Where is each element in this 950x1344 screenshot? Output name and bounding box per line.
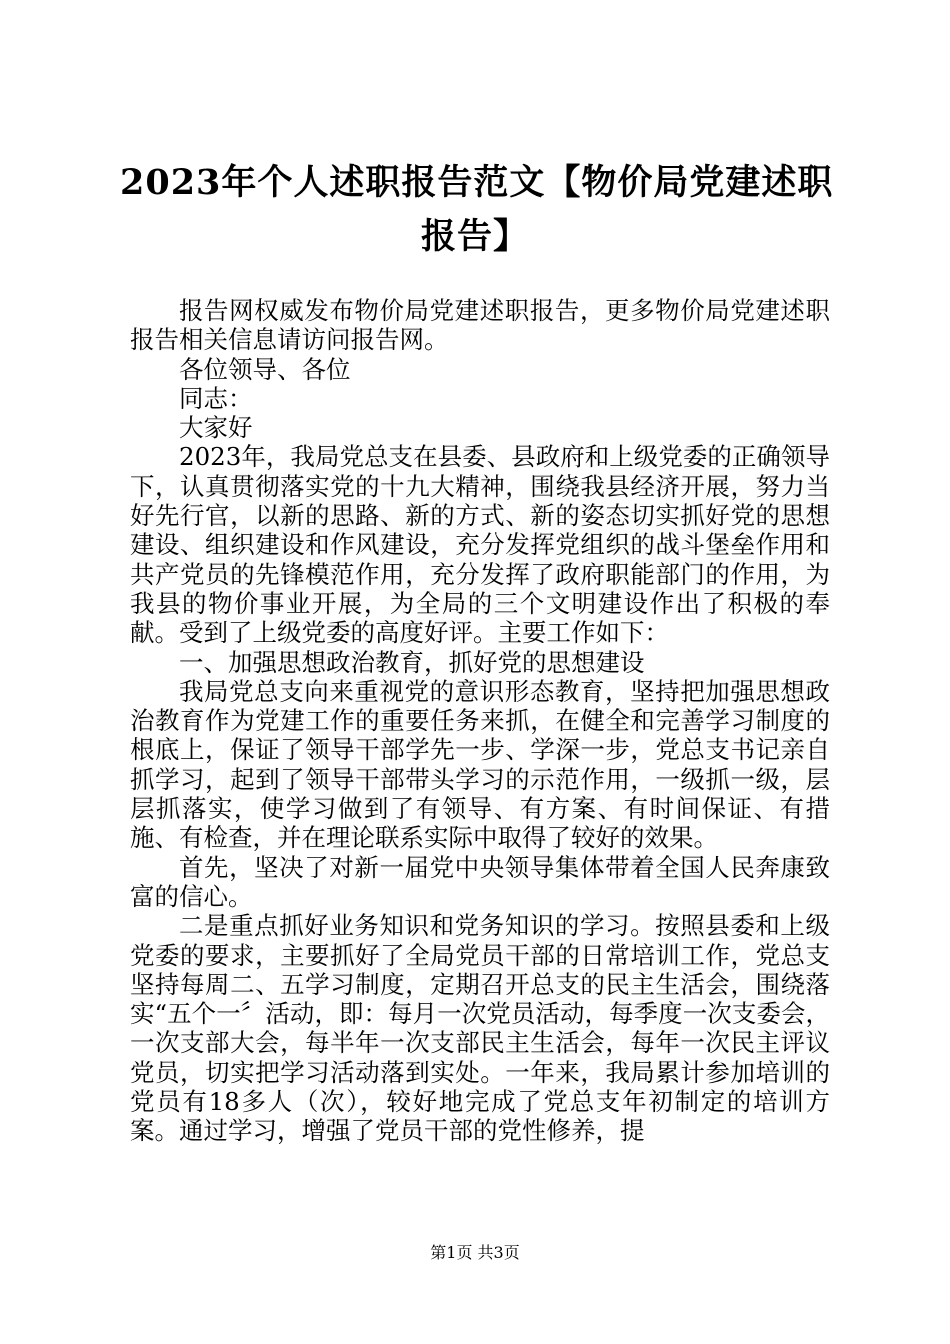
greeting-line: 大家好 [179, 413, 253, 443]
document-body [130, 296, 830, 1146]
overview-paragraph: 2023年，我局党总支在县委、县政府和上级党委的正确领导下，认真贯彻落实党的十九大精神，围绕我县经济开展，努力当好先行官，以新的思路、新的方式、新的姿态切实抓好党的思想建设、组织建设和作风建设，充分发挥党组织的战斗堡垒作用和共产党员的先锋模范作用，充分发挥了政府职能部门的作用，为我县的物价事业开展，为全局的三个文明建设作出了积极的奉献。受到了上级党委的高度好评。主要工作如下： [130, 442, 830, 648]
title-line-1: 2023年个人述职报告范文【物价局党建述职 [120, 162, 834, 203]
document-title [120, 156, 834, 264]
section-heading-1: 一、加强思想政治教育，抓好党的思想建设 [179, 647, 645, 677]
intro-paragraph: 报告网权威发布物价局党建述职报告，更多物价局党建述职报告相关信息请访问报告网。 [130, 296, 830, 355]
page-footer: 第1页 共3页 [430, 1243, 520, 1262]
second-point-paragraph: 二是重点抓好业务知识和党务知识的学习。按照县委和上级党委的要求，主要抓好了全局党员干部的日常培训工作，党总支坚持每周二、五学习制度，定期召开总支的民主生活会，围绕落实“五个一〞活动，即：每月一次党员活动，每季度一次支委会，一次支部大会，每半年一次支部民主生活会，每年一次民主评议党员，切实把学习活动落到实处。一年来，我局累计参加培训的党员有18多人（次），较好地完成了党总支年初制定的培训方案。通过学习，增强了党员干部的党性修养，提 [130, 911, 830, 1146]
salutation-line-2: 同志： [179, 383, 253, 413]
salutation-line-1: 各位领导、各位 [179, 354, 351, 384]
title-line-2: 报告】 [420, 216, 529, 257]
first-point-paragraph: 首先，坚决了对新一届党中央领导集体带着全国人民奔康致富的信心。 [130, 852, 830, 911]
section-1-paragraph: 我局党总支向来重视党的意识形态教育，坚持把加强思想政治教育作为党建工作的重要任务来抓，在健全和完善学习制度的根底上，保证了领导干部学先一步、学深一步，党总支书记亲自抓学习，起到了领导干部带头学习的示范作用，一级抓一级，层层抓落实，使学习做到了有领导、有方案、有时间保证、有措施、有检查，并在理论联系实际中取得了较好的效果。 [130, 676, 830, 853]
